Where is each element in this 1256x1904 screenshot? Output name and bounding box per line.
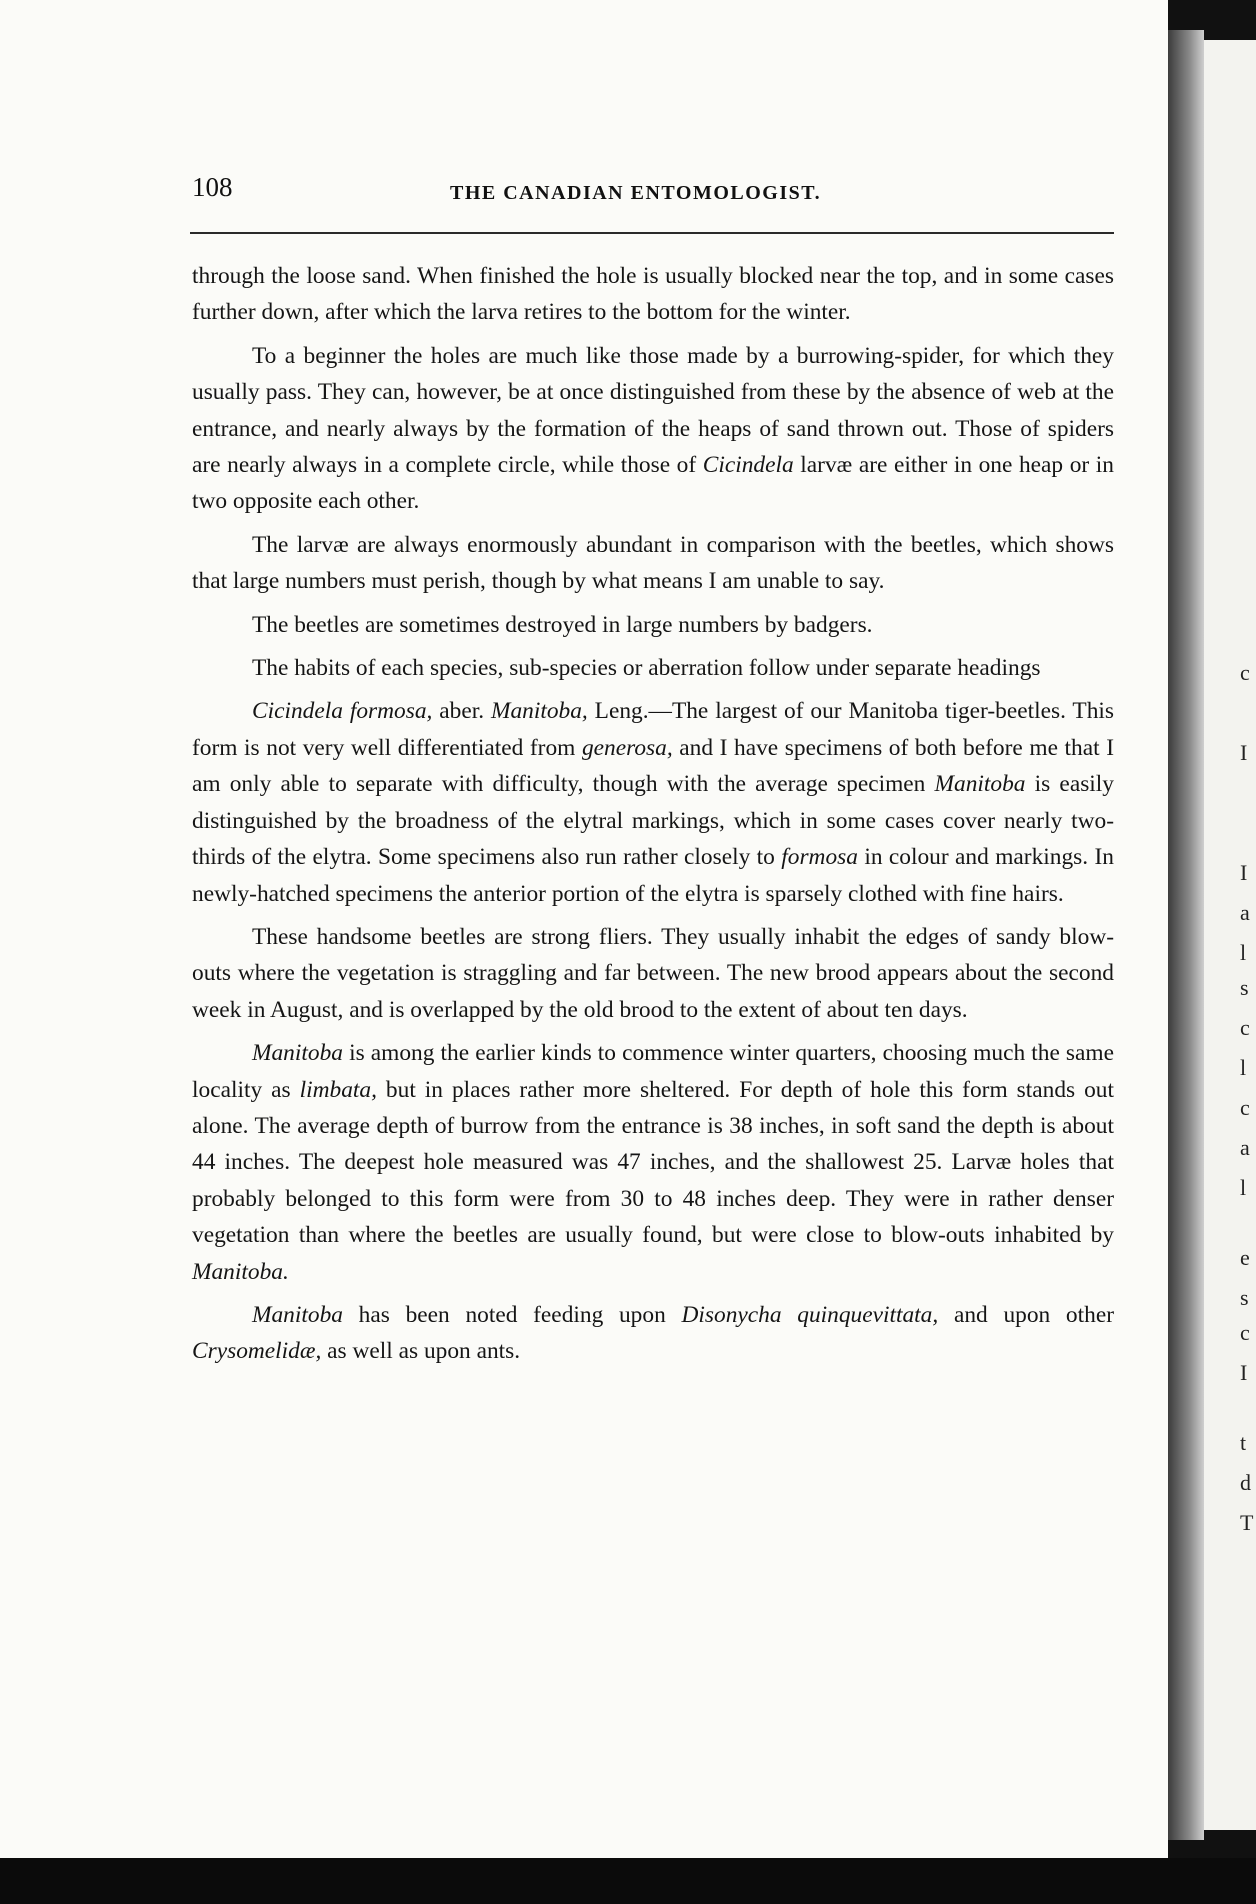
running-title: THE CANADIAN ENTOMOLOGIST.	[450, 182, 822, 204]
italic-term: Disonycha quinquevittata,	[681, 1301, 939, 1328]
italic-term: Manitoba.	[192, 1258, 289, 1285]
text-run: has been noted feeding upon	[342, 1301, 682, 1328]
text-run: To a beginner the holes are much like those made by a burrowing-spider, for which they usually pass. They can, however, be at once distinguished from these by the absence of web at the entrance, and nearly always by the formation of the heaps of sand thrown out. Those of spiders are nearly always in a complete circle, while those of	[192, 342, 1114, 479]
facing-page-letter: c	[1240, 660, 1250, 685]
paragraph-p8	[192, 1035, 1114, 1290]
paragraph-p7	[192, 919, 1114, 1028]
text-run: The larvæ are always enormously abundant in comparison with the beetles, which shows that large numbers must perish, though by what means I am unable to say.	[192, 531, 1114, 595]
italic-term: formosa	[781, 844, 858, 871]
text-run: is easily distinguished by the broadness of the elytral markings, which in some cases cover nearly two-thirds of the elytra. Some specimens also run rather closely to	[192, 771, 1114, 871]
paragraph-p2	[192, 338, 1114, 520]
facing-page-letter: e	[1240, 1245, 1250, 1270]
article-body	[192, 258, 1114, 1377]
text-run: through the loose sand. When finished the hole is usually blocked near the top, and in some cases further down, after which the larva retires to the bottom for the winter.	[192, 263, 1114, 326]
text-run: The beetles are sometimes destroyed in large numbers by badgers.	[252, 611, 873, 638]
italic-term: Manitoba	[252, 1301, 343, 1328]
text-run: and upon other	[938, 1301, 1114, 1328]
facing-page-letter: c	[1240, 1015, 1250, 1040]
facing-page-letter: I	[1240, 740, 1248, 765]
text-run: aber.	[432, 698, 491, 725]
text-run: in colour and markings. In newly-hatched specimens the anterior portion of the elytra is sparsely clothed with fine hairs.	[192, 844, 1114, 907]
facing-page-letter: T	[1240, 1510, 1254, 1535]
page-number: 108	[192, 172, 233, 202]
italic-term: Cicindela formosa,	[252, 698, 433, 725]
paragraph-p6	[192, 693, 1114, 911]
paragraph-p4	[192, 607, 1114, 643]
italic-term: generosa,	[581, 734, 673, 761]
header-rule	[190, 232, 1114, 234]
italic-term: Crysomelidæ,	[192, 1338, 322, 1365]
facing-page-letter: s	[1240, 975, 1249, 1000]
italic-term: Manitoba	[252, 1040, 343, 1067]
page-header	[192, 172, 1116, 212]
scan-border	[0, 1858, 1256, 1904]
facing-page-letter: I	[1240, 860, 1248, 885]
facing-page-letter: a	[1240, 900, 1250, 925]
paragraph-p9	[192, 1297, 1114, 1370]
text-run: but in places rather more sheltered. For depth of hole this form stands out alone. The average depth of burrow from the entrance is 38 inches, in soft sand the depth is about 44 inches. The deepest hole measured was 47 inches, and the shallowest 25. Larvæ holes that probably belonged to this form were from 30 to 48 inches deep. They were in rather denser vegetation than where the beetles are usually found, but were close to blow-outs inhabited by	[192, 1076, 1114, 1249]
facing-page-letter: c	[1240, 1320, 1250, 1345]
facing-page-letter: l	[1240, 1055, 1247, 1080]
facing-page-letter: a	[1240, 1135, 1250, 1160]
facing-page-letter: l	[1240, 1175, 1247, 1200]
facing-page-letter: c	[1240, 1095, 1250, 1120]
paragraph-p3	[192, 527, 1114, 600]
page-gutter-shadow	[1168, 30, 1204, 1840]
italic-term: Cicindela	[702, 452, 794, 479]
text-run: is among the earlier kinds to commence winter quarters, choosing much the same locality as	[192, 1040, 1114, 1103]
text-run: These handsome beetles are strong fliers. They usually inhabit the edges of sandy blow-outs where the vegetation is straggling and far between. The new brood appears about the second week in August, and is overlapped by the old brood to the extent of about ten days.	[192, 923, 1114, 1023]
facing-page-letter: l	[1240, 940, 1247, 965]
facing-page-letter: I	[1240, 1360, 1248, 1385]
italic-term: Manitoba,	[490, 698, 588, 725]
text-run: and I have specimens of both before me that I am only able to separate with difficulty, though with the average specimen	[192, 734, 1114, 798]
text-run: as well as upon ants.	[321, 1338, 521, 1365]
facing-page-edge	[1204, 40, 1256, 1830]
facing-page-letter: t	[1240, 1430, 1247, 1455]
paragraph-p5	[192, 650, 1114, 686]
text-run: larvæ are either in one heap or in two opposite each other.	[192, 452, 1114, 515]
facing-page-letter: d	[1240, 1470, 1251, 1495]
paragraph-p1	[192, 258, 1114, 331]
text-run: The habits of each species, sub-species or aberration follow under separate headings	[252, 655, 1041, 682]
italic-term: limbata,	[299, 1076, 377, 1103]
text-run: Leng.—The largest of our Manitoba tiger-beetles. This form is not very well differentiated from	[192, 698, 1114, 761]
italic-term: Manitoba	[934, 771, 1026, 798]
facing-page-letter: s	[1240, 1285, 1249, 1310]
